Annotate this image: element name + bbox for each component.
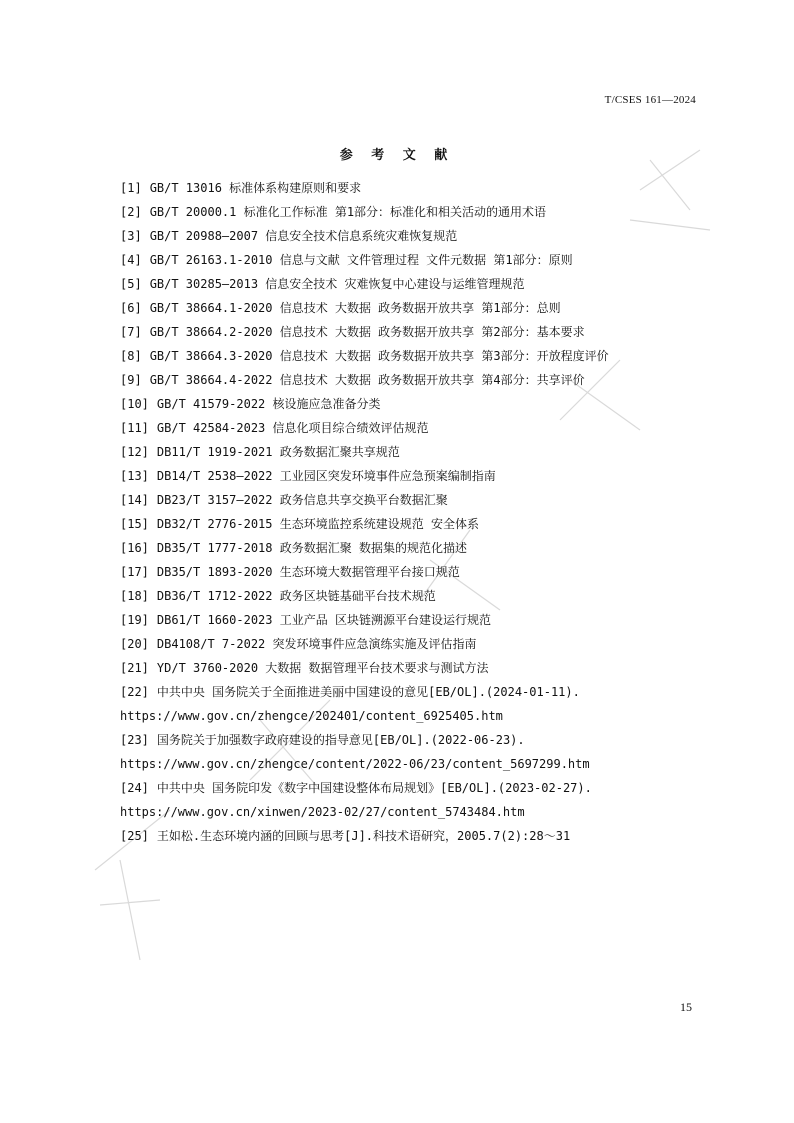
reference-item — [120, 656, 700, 680]
reference-number: [4] — [120, 253, 142, 267]
reference-number: [21] — [120, 661, 149, 675]
reference-text: DB14/T 2538—2022 工业园区突发环境事件应急预案编制指南 — [156, 469, 496, 483]
reference-number: [20] — [120, 637, 149, 651]
reference-number: [24] — [120, 781, 149, 795]
reference-text: DB11/T 1919-2021 政务数据汇聚共享规范 — [156, 445, 400, 459]
page-title: 参 考 文 献 — [339, 148, 455, 163]
reference-number: [11] — [120, 421, 149, 435]
reference-text: GB/T 13016 标准体系构建原则和要求 — [149, 181, 362, 195]
reference-url: https://www.gov.cn/xinwen/2023-02/27/content_5743484.htm — [120, 805, 525, 819]
reference-text: DB35/T 1893-2020 生态环境大数据管理平台接口规范 — [156, 565, 460, 579]
reference-item — [120, 320, 700, 344]
reference-number: [3] — [120, 229, 142, 243]
reference-number: [10] — [120, 397, 149, 411]
reference-item — [120, 344, 700, 368]
reference-item — [120, 464, 700, 488]
reference-item — [120, 512, 700, 536]
reference-url: https://www.gov.cn/zhengce/content/2022-06/23/content_5697299.htm — [120, 757, 590, 771]
reference-number: [18] — [120, 589, 149, 603]
reference-text: DB23/T 3157—2022 政务信息共享交换平台数据汇聚 — [156, 493, 448, 507]
reference-item — [120, 728, 700, 752]
reference-item — [120, 248, 700, 272]
reference-item — [120, 560, 700, 584]
standard-code: T/CSES 161—2024 — [604, 94, 696, 106]
reference-item — [120, 416, 700, 440]
reference-text: GB/T 38664.2-2020 信息技术 大数据 政务数据开放共享 第2部分：基本要求 — [149, 325, 585, 339]
reference-text: DB35/T 1777-2018 政务数据汇聚 数据集的规范化描述 — [156, 541, 467, 555]
page-number: 15 — [680, 1000, 692, 1014]
reference-item — [120, 680, 700, 704]
reference-item — [120, 440, 700, 464]
reference-number: [6] — [120, 301, 142, 315]
reference-url: https://www.gov.cn/zhengce/202401/content_6925405.htm — [120, 709, 503, 723]
reference-number: [19] — [120, 613, 149, 627]
reference-number: [17] — [120, 565, 149, 579]
reference-item — [120, 272, 700, 296]
reference-item — [120, 536, 700, 560]
reference-number: [23] — [120, 733, 149, 747]
reference-text: DB32/T 2776-2015 生态环境监控系统建设规范 安全体系 — [156, 517, 479, 531]
reference-item — [120, 392, 700, 416]
reference-list — [120, 176, 700, 848]
reference-text: GB/T 42584-2023 信息化项目综合绩效评估规范 — [156, 421, 429, 435]
reference-text: GB/T 20988—2007 信息安全技术信息系统灾难恢复规范 — [149, 229, 458, 243]
reference-text: GB/T 20000.1 标准化工作标准 第1部分：标准化和相关活动的通用术语 — [149, 205, 547, 219]
reference-text: GB/T 38664.4-2022 信息技术 大数据 政务数据开放共享 第4部分：共享评价 — [149, 373, 585, 387]
reference-text: GB/T 38664.1-2020 信息技术 大数据 政务数据开放共享 第1部分：总则 — [149, 301, 561, 315]
reference-text: 中共中央 国务院关于全面推进美丽中国建设的意见[EB/OL].(2024-01-11). — [156, 685, 580, 699]
reference-item — [120, 296, 700, 320]
reference-text: DB4108/T 7-2022 突发环境事件应急演练实施及评估指南 — [156, 637, 477, 651]
reference-item — [120, 176, 700, 200]
reference-number: [22] — [120, 685, 149, 699]
reference-number: [14] — [120, 493, 149, 507]
reference-item — [120, 824, 700, 848]
reference-text: GB/T 38664.3-2020 信息技术 大数据 政务数据开放共享 第3部分：开放程度评价 — [149, 349, 609, 363]
reference-item — [120, 488, 700, 512]
reference-item — [120, 584, 700, 608]
reference-number: [7] — [120, 325, 142, 339]
reference-number: [16] — [120, 541, 149, 555]
reference-number: [5] — [120, 277, 142, 291]
reference-text: GB/T 26163.1-2010 信息与文献 文件管理过程 文件元数据 第1部分：原则 — [149, 253, 573, 267]
reference-text: YD/T 3760-2020 大数据 数据管理平台技术要求与测试方法 — [156, 661, 489, 675]
reference-number: [9] — [120, 373, 142, 387]
reference-item — [120, 224, 700, 248]
reference-text: GB/T 41579-2022 核设施应急准备分类 — [156, 397, 381, 411]
reference-item — [120, 368, 700, 392]
reference-number: [2] — [120, 205, 142, 219]
reference-item — [120, 200, 700, 224]
reference-text: DB36/T 1712-2022 政务区块链基础平台技术规范 — [156, 589, 436, 603]
reference-number: [1] — [120, 181, 142, 195]
reference-text: 国务院关于加强数字政府建设的指导意见[EB/OL].(2022-06-23). — [156, 733, 525, 747]
reference-number: [15] — [120, 517, 149, 531]
reference-text: GB/T 30285—2013 信息安全技术 灾难恢复中心建设与运维管理规范 — [149, 277, 525, 291]
reference-item — [120, 632, 700, 656]
reference-number: [12] — [120, 445, 149, 459]
reference-number: [13] — [120, 469, 149, 483]
reference-text: 中共中央 国务院印发《数字中国建设整体布局规划》[EB/OL].(2023-02-27). — [156, 781, 592, 795]
reference-number: [25] — [120, 829, 149, 843]
reference-item — [120, 776, 700, 800]
reference-number: [8] — [120, 349, 142, 363]
reference-text: 王如松.生态环境内涵的回顾与思考[J].科技术语研究，2005.7(2):28～31 — [156, 829, 571, 843]
reference-text: DB61/T 1660-2023 工业产品 区块链溯源平台建设运行规范 — [156, 613, 491, 627]
reference-item — [120, 608, 700, 632]
